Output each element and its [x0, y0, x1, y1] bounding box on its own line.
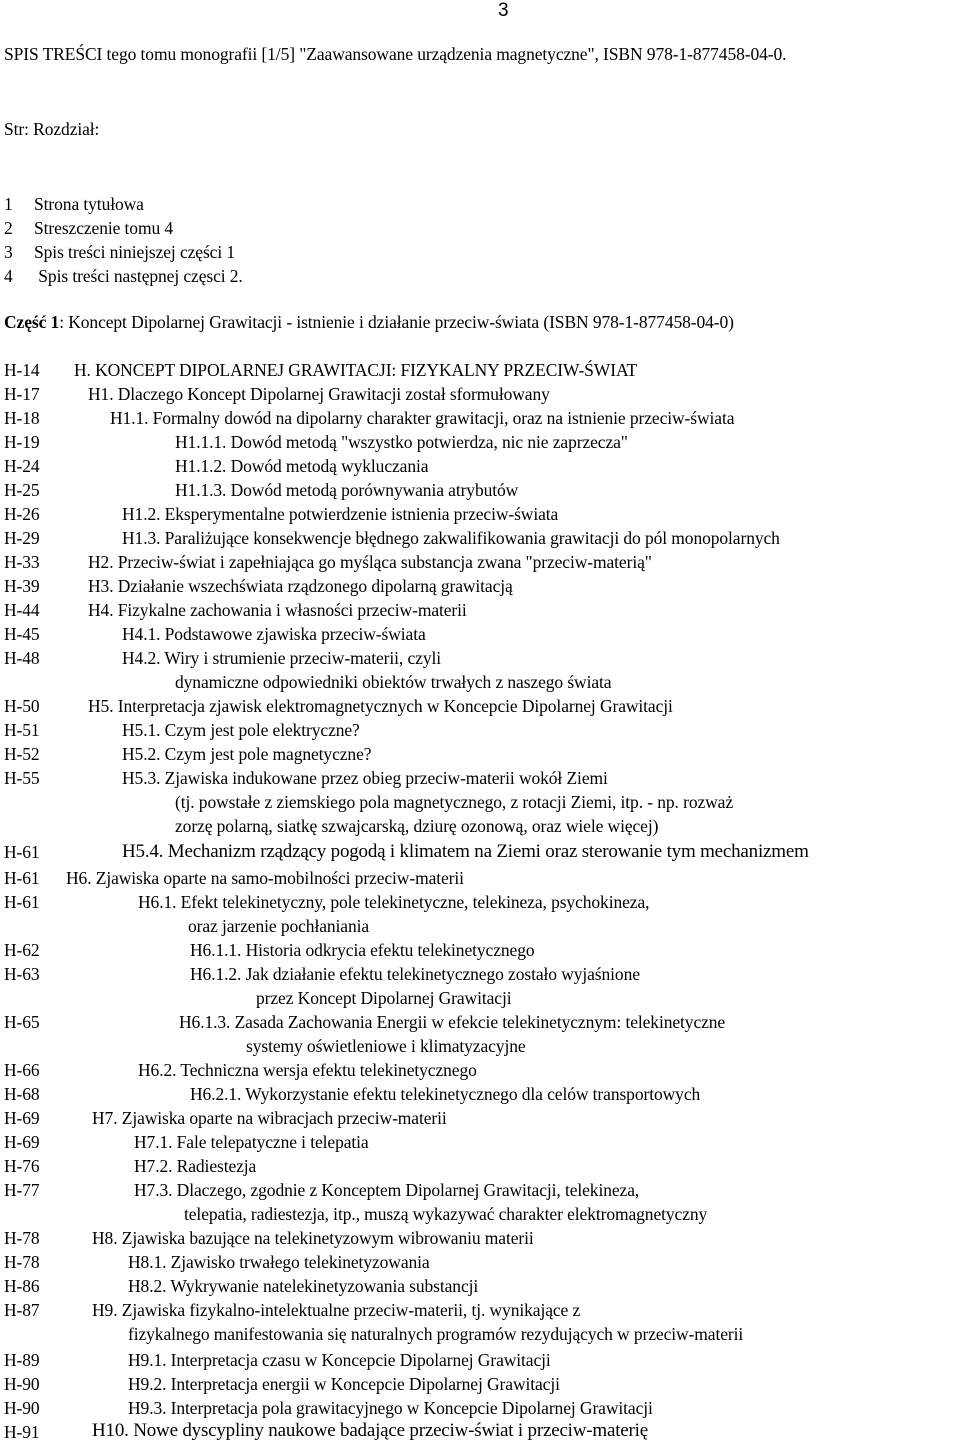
toc-page: H-50 [4, 696, 40, 716]
toc-title: H1.1.2. Dowód metodą wykluczania [175, 456, 429, 476]
toc-title: H7. Zjawiska oparte na wibracjach przeciw-materii [92, 1108, 447, 1128]
toc-page: H-78 [4, 1252, 40, 1272]
toc-page: H-55 [4, 768, 40, 788]
toc-title: H1.1.3. Dowód metodą porównywania atrybutów [175, 480, 519, 500]
toc-page: H-63 [4, 964, 40, 984]
toc-page: H-86 [4, 1276, 40, 1296]
toc-page: H-68 [4, 1084, 40, 1104]
toc-page: H-48 [4, 648, 40, 668]
toc-title: H4.1. Podstawowe zjawiska przeciw-świata [122, 624, 426, 644]
toc-page: H-52 [4, 744, 40, 764]
part-title-prefix: Część 1 [4, 312, 60, 332]
toc-page: H-24 [4, 456, 40, 476]
toc-page: H-89 [4, 1350, 40, 1370]
toc-page: H-19 [4, 432, 40, 452]
toc-title: H6.1.1. Historia odkrycia efektu telekinetycznego [190, 940, 535, 960]
toc-page: H-29 [4, 528, 40, 548]
toc-title: H. KONCEPT DIPOLARNEJ GRAWITACJI: FIZYKALNY PRZECIW-ŚWIAT [74, 360, 638, 380]
toc-title: H1.2. Eksperymentalne potwierdzenie istnienia przeciw-świata [122, 504, 559, 524]
toc-title: H5. Interpretacja zjawisk elektromagnetycznych w Koncepcie Dipolarnej Grawitacji [88, 696, 673, 716]
toc-title: oraz jarzenie pochłaniania [188, 916, 370, 936]
toc-page: H-65 [4, 1012, 40, 1032]
toc-title: H7.1. Fale telepatyczne i telepatia [134, 1132, 369, 1152]
toc-title: zorzę polarną, siatkę szwajcarską, dziurę ozonową, oraz wiele więcej) [175, 816, 659, 836]
toc-title: H5.3. Zjawiska indukowane przez obieg przeciw-materii wokół Ziemi [122, 768, 608, 788]
toc-title: H7.3. Dlaczego, zgodnie z Konceptem Dipolarnej Grawitacji, telekineza, [134, 1180, 640, 1200]
toc-page: H-25 [4, 480, 40, 500]
toc-title: przez Koncept Dipolarnej Grawitacji [256, 988, 512, 1008]
toc-title: H1. Dlaczego Koncept Dipolarnej Grawitacji został sformułowany [88, 384, 550, 404]
toc-title: H1.3. Paraliżujące konsekwencje błędnego zakwalifikowania grawitacji do pól monopolarnych [122, 528, 780, 548]
front-item: 2 Streszczenie tomu 4 [4, 218, 174, 238]
toc-page: H-87 [4, 1300, 40, 1320]
toc-page: H-33 [4, 552, 40, 572]
toc-page: H-62 [4, 940, 40, 960]
front-item: 3 Spis treści niniejszej części 1 [4, 242, 236, 262]
toc-title: H1.1.1. Dowód metodą "wszystko potwierdza, nic nie zaprzecza" [175, 432, 628, 452]
columns-label: Str: Rozdział: [4, 119, 100, 139]
toc-page: H-51 [4, 720, 40, 740]
toc-title: telepatia, radiestezja, itp., muszą wykazywać charakter elektromagnetyczny [184, 1204, 708, 1224]
toc-page: H-61 [4, 868, 40, 888]
toc-title: H5.4. Mechanizm rządzący pogodą i klimatem na Ziemi oraz sterowanie tym mechanizmem [122, 841, 809, 862]
toc-title: H6.2.1. Wykorzystanie efektu telekinetycznego dla celów transportowych [190, 1084, 701, 1104]
toc-title: H2. Przeciw-świat i zapełniająca go myśląca substancja zwana "przeciw-materią" [88, 552, 652, 572]
toc-header: SPIS TREŚCI tego tomu monografii [1/5] "Zaawansowane urządzenia magnetyczne", ISBN 978-1-877458-04-0. [4, 44, 787, 64]
front-item: 4 Spis treści następnej częsci 2. [4, 266, 243, 286]
toc-title: H4. Fizykalne zachowania i własności przeciw-materii [88, 600, 467, 620]
toc-page: H-91 [4, 1422, 40, 1442]
toc-page: H-69 [4, 1132, 40, 1152]
toc-page: H-17 [4, 384, 40, 404]
toc-title: H5.2. Czym jest pole magnetyczne? [122, 744, 372, 764]
toc-title: H6.1.2. Jak działanie efektu telekinetycznego zostało wyjaśnione [190, 964, 640, 984]
toc-title: H9.3. Interpretacja pola grawitacyjnego w Koncepcie Dipolarnej Grawitacji [128, 1398, 653, 1418]
toc-page: H-69 [4, 1108, 40, 1128]
front-item: 1 Strona tytułowa [4, 194, 144, 214]
toc-title: dynamiczne odpowiedniki obiektów trwałych z naszego świata [175, 672, 612, 692]
toc-page: H-45 [4, 624, 40, 644]
part-title-rest: : Koncept Dipolarnej Grawitacji - istnienie i działanie przeciw-świata (ISBN 978-1-877458-04-0) [59, 312, 734, 332]
toc-title: H4.2. Wiry i strumienie przeciw-materii, czyli [122, 648, 441, 668]
toc-page: H-66 [4, 1060, 40, 1080]
toc-page: H-26 [4, 504, 40, 524]
toc-title: systemy oświetleniowe i klimatyzacyjne [246, 1036, 526, 1056]
part-title [4, 311, 734, 333]
toc-page: H-18 [4, 408, 40, 428]
toc-page: H-77 [4, 1180, 40, 1200]
toc-title: H9.2. Interpretacja energii w Koncepcie Dipolarnej Grawitacji [128, 1374, 560, 1394]
toc-page: H-44 [4, 600, 40, 620]
toc-page: H-61 [4, 842, 40, 862]
toc-title: H9. Zjawiska fizykalno-intelektualne przeciw-materii, tj. wynikające z [92, 1300, 581, 1320]
toc-title: H7.2. Radiestezja [134, 1156, 257, 1176]
toc-title: H9.1. Interpretacja czasu w Koncepcie Dipolarnej Grawitacji [128, 1350, 551, 1370]
toc-title: H6.2. Techniczna wersja efektu telekinetycznego [138, 1060, 477, 1080]
toc-page: H-78 [4, 1228, 40, 1248]
toc-page: H-90 [4, 1398, 40, 1418]
toc-page: H-61 [4, 892, 40, 912]
toc-title: H6.1.3. Zasada Zachowania Energii w efekcie telekinetycznym: telekinetyczne [179, 1012, 726, 1032]
toc-page: H-39 [4, 576, 40, 596]
toc-title: fizykalnego manifestowania się naturalnych programów rezydujących w przeciw-materii [128, 1324, 744, 1344]
toc-title: H6.1. Efekt telekinetyczny, pole telekinetyczne, telekineza, psychokineza, [138, 892, 650, 912]
toc-title: H5.1. Czym jest pole elektryczne? [122, 720, 360, 740]
toc-title: H8. Zjawiska bazujące na telekinetyzowym wibrowaniu materii [92, 1228, 534, 1248]
toc-title: (tj. powstałe z ziemskiego pola magnetycznego, z rotacji Ziemi, itp. - np. rozważ [175, 792, 734, 812]
toc-title: H10. Nowe dyscypliny naukowe badające przeciw-świat i przeciw-materię [92, 1420, 648, 1441]
page-number: 3 [498, 0, 509, 21]
toc-title: H8.1. Zjawisko trwałego telekinetyzowania [128, 1252, 430, 1272]
toc-title: H1.1. Formalny dowód na dipolarny charakter grawitacji, oraz na istnienie przeciw-świata [110, 408, 735, 428]
toc-page: H-76 [4, 1156, 40, 1176]
toc-page: H-90 [4, 1374, 40, 1394]
toc-title: H6. Zjawiska oparte na samo-mobilności przeciw-materii [66, 868, 464, 888]
toc-title: H3. Działanie wszechświata rządzonego dipolarną grawitacją [88, 576, 513, 596]
toc-page: H-14 [4, 360, 40, 380]
toc-title: H8.2. Wykrywanie natelekinetyzowania substancji [128, 1276, 479, 1296]
